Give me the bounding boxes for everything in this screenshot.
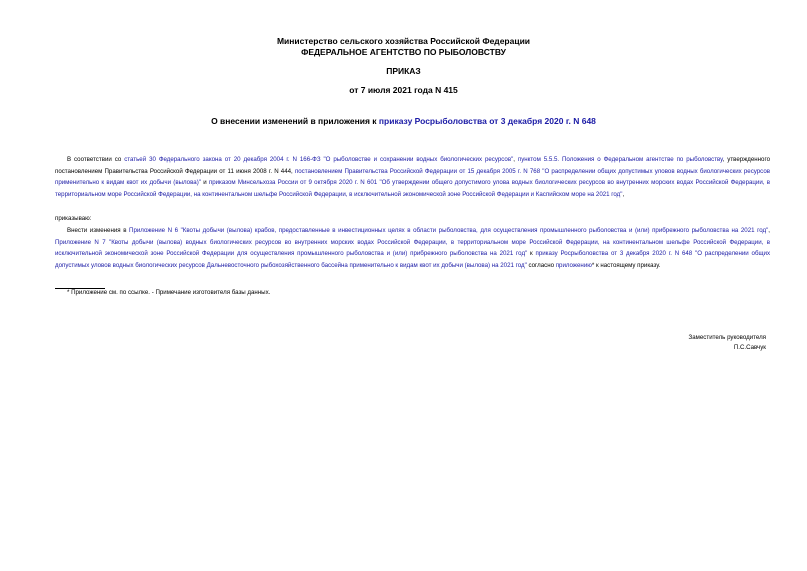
preamble-text-2: ,: [513, 156, 518, 163]
preamble-text-5: ,: [622, 190, 625, 198]
link-order-648[interactable]: приказу Росрыболовства от 3 декабря 2020 г. N 648 "О распределении общих допустимых уловов водных биологических ресурсов Дальневосточного рыбохозяйственного бассейна применительно к видам квот их добычи (вылова) на 2021 год": [55, 250, 771, 269]
link-decree-768[interactable]: постановлением Правительства Российской Федерации от 15 декабря 2005 г. N 768 "О распределении общих допустимых уловов водных биологических ресурсов применительно к видам квот их добычи (вылова)": [55, 167, 771, 187]
agency-heading: ФЕДЕРАЛЬНОЕ АГЕНТСТВО ПО РЫБОЛОВСТВУ: [301, 47, 506, 57]
document-type: ПРИКАЗ: [386, 66, 421, 76]
link-regulation-5-5-5[interactable]: пунктом 5.5.5. Положения о Федеральном агентстве по рыболовству: [517, 156, 723, 163]
link-appendix-7[interactable]: Приложение N 7 "Квоты добычи (вылова) водных биологических ресурсов во внутренних морских водах Российской Федерации, в территориальном море Российской Федерации, на континентальном шельфе Российской Федерации, в исключительной экономической зоне Российской Федерации для осуществления промышленного рыболовства и (или) прибрежного рыболовства на 2021 год": [55, 238, 770, 258]
link-appendix[interactable]: приложению: [555, 261, 592, 269]
preamble-text-4: и: [200, 179, 209, 187]
preamble-paragraph: [55, 154, 770, 200]
link-order-601[interactable]: приказом Минсельхоза России от 9 октября 2020 г. N 601 "Об утверждении общего допустимого улова водных биологических ресурсов во внутренних морских водах Российской Федерации, в территориальном море Российской Федерации, на континентальном шельфе Российской Федерации, в исключительной экономической зоне Российской Федерации и Каспийском море на 2021 год": [55, 179, 771, 198]
order-body-paragraph: [55, 225, 770, 271]
document-title: [0, 116, 807, 127]
body-text-3: к: [527, 250, 536, 258]
document-date-number: от 7 июля 2021 года N 415: [349, 85, 458, 95]
body-text-4: согласно: [526, 261, 556, 269]
title-link-order-648[interactable]: приказу Росрыболовства от 3 декабря 2020 г. N 648: [378, 116, 596, 126]
title-text: О внесении изменений в приложения к: [211, 116, 379, 126]
link-appendix-6[interactable]: Приложение N 6 "Квоты добычи (вылова) крабов, предоставленные в инвестиционных целях в области рыболовства, для осуществления промышленного рыболовства и (или) прибрежного рыболовства на 2021 год": [129, 227, 769, 234]
ministry-heading: Министерство сельского хозяйства Российской Федерации: [276, 36, 531, 46]
order-word: приказываю:: [55, 215, 92, 222]
body-text-1: Внести изменения в: [67, 227, 130, 234]
footnote: * Приложение см. по ссылке. - Примечание изготовителя базы данных.: [67, 289, 271, 296]
body-text-5: * к настоящему приказу.: [591, 261, 661, 269]
signature-block: [689, 333, 766, 353]
signer-name: П.С.Савчук: [733, 344, 766, 352]
preamble-text-1: В соответствии со: [67, 156, 125, 163]
signer-position: Заместитель руководителя: [688, 334, 766, 341]
body-text-2: ,: [768, 227, 770, 234]
link-article-30-law-166[interactable]: статьей 30 Федерального закона от 20 декабря 2004 г. N 166-ФЗ "О рыболовстве и сохранении водных биологических ресурсов": [124, 156, 514, 163]
preamble-text-3: , утвержденного постановлением Правительства Российской Федерации от 11 июня 2008 г. N 444,: [55, 156, 770, 175]
